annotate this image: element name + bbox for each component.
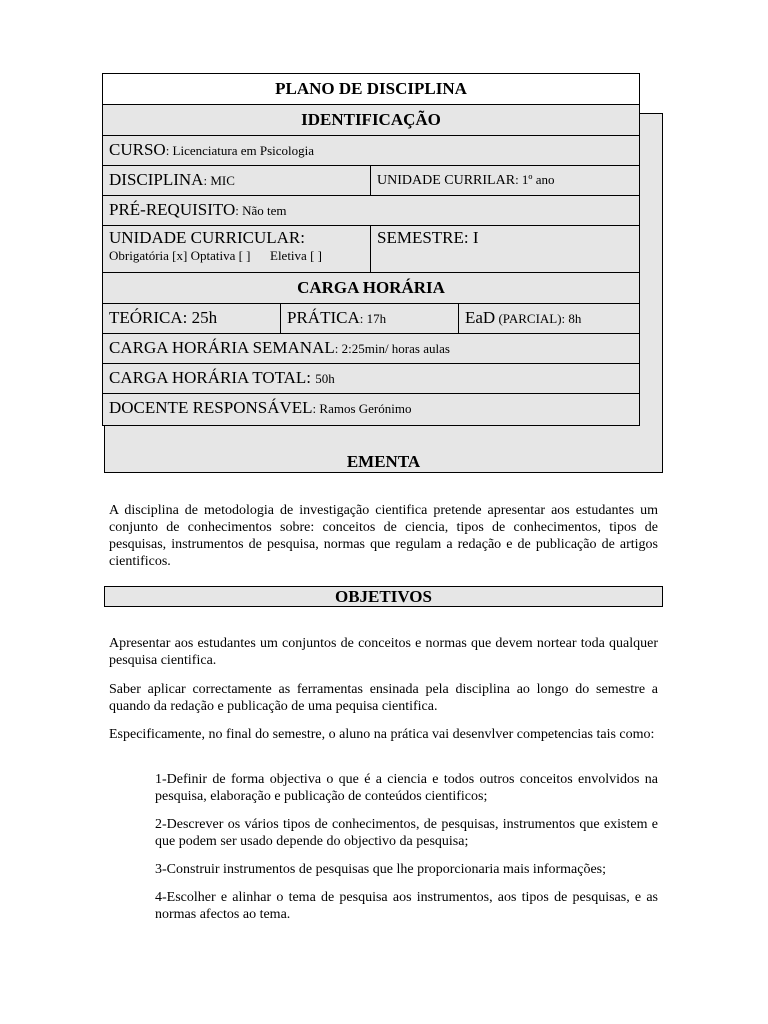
objetivos-paragraph-1: Apresentar aos estudantes um conjuntos de conceitos e normas que devem nortear toda qualquer pesquisa cientifica.	[109, 636, 658, 668]
unidade-curricular-label: UNIDADE CURRILAR	[377, 173, 516, 188]
carga-horaria-heading: CARGA HORÁRIA	[103, 273, 640, 304]
carga-semanal-label: CARGA HORÁRIA SEMANAL	[109, 338, 335, 357]
disciplina-cell	[103, 166, 371, 196]
objetivo-item: 2-Descrever os vários tipos de conhecimentos, de pesquisas, instrumentos que existem e que podem ser usado depende do objectivo da pesquisa;	[155, 817, 658, 849]
disciplina-value: : MIC	[203, 173, 235, 188]
ead-value: (PARCIAL): 8h	[495, 311, 582, 326]
ementa-text: A disciplina de metodologia de investigação cientifica pretende apresentar aos estudantes um conjunto de conhecimentos sobre: conceitos de ciencia, tipos de conhecimentos, tipos de pesquisas, instrumentos de pesquisa, normas que regulam a redação e de publicação de artigos cientificos.	[109, 503, 658, 569]
prerequisito-label: PRÉ-REQUISITO	[109, 200, 236, 219]
identificacao-heading: IDENTIFICAÇÃO	[103, 105, 640, 136]
prerequisito-cell	[103, 196, 640, 226]
curso-cell	[103, 136, 640, 166]
unidade-curricular-cell	[371, 166, 640, 196]
ead-cell	[459, 304, 640, 334]
curso-value: : Licenciatura em Psicologia	[165, 143, 315, 158]
carga-semanal-value: : 2:25min/ horas aulas	[334, 341, 450, 356]
ementa-heading: EMENTA	[346, 452, 421, 471]
pratica-cell	[281, 304, 459, 334]
carga-semanal-cell	[103, 334, 640, 364]
objetivos-heading: OBJETIVOS	[104, 586, 663, 607]
objetivo-item: 3-Construir instrumentos de pesquisas que lhe proporcionaria mais informações;	[155, 862, 607, 877]
unidade-curricular-type-options: Obrigatória [x] Optativa [ ] Eletiva [ ]	[109, 248, 322, 263]
teorica-cell	[103, 304, 281, 334]
semestre-cell	[371, 226, 640, 273]
ead-label: EaD	[465, 308, 496, 327]
unidade-curricular-type-label: UNIDADE CURRICULAR:	[109, 228, 305, 247]
objetivos-paragraph-2: Saber aplicar correctamente as ferramentas ensinada pela disciplina ao longo do semestre a quando da redação e publicação de uma pequisa cientifica.	[109, 682, 658, 714]
unidade-curricular-type-cell	[103, 226, 371, 273]
teorica-label: TEÓRICA: 25h	[109, 308, 218, 327]
docente-cell	[103, 394, 640, 426]
document-title: PLANO DE DISCIPLINA	[103, 74, 640, 105]
prerequisito-value: : Não tem	[235, 203, 287, 218]
docente-value: : Ramos Gerónimo	[312, 401, 412, 416]
pratica-value: : 17h	[359, 311, 387, 326]
pratica-label: PRÁTICA	[287, 308, 360, 327]
carga-total-value: 50h	[315, 371, 335, 386]
identification-table	[102, 73, 640, 426]
semestre-label: SEMESTRE: I	[377, 228, 479, 247]
carga-total-label: CARGA HORÁRIA TOTAL:	[109, 368, 316, 387]
objetivo-item: 4-Escolher e alinhar o tema de pesquisa aos instrumentos, aos tipos de pesquisas, e as normas afectos ao tema.	[155, 890, 658, 922]
objetivo-item: 1-Definir de forma objectiva o que é a ciencia e todos outros conceitos envolvidos na pesquisa, elaboração e publicação de conteúdos cientificos;	[155, 772, 658, 804]
docente-label: DOCENTE RESPONSÁVEL	[109, 398, 313, 417]
unidade-curricular-value: : 1º ano	[515, 172, 555, 187]
disciplina-label: DISCIPLINA	[109, 170, 204, 189]
curso-label: CURSO	[109, 140, 166, 159]
objetivos-paragraph-3: Especificamente, no final do semestre, o aluno na prática vai desenvlver competencias tais como:	[109, 727, 655, 742]
carga-total-cell	[103, 364, 640, 394]
